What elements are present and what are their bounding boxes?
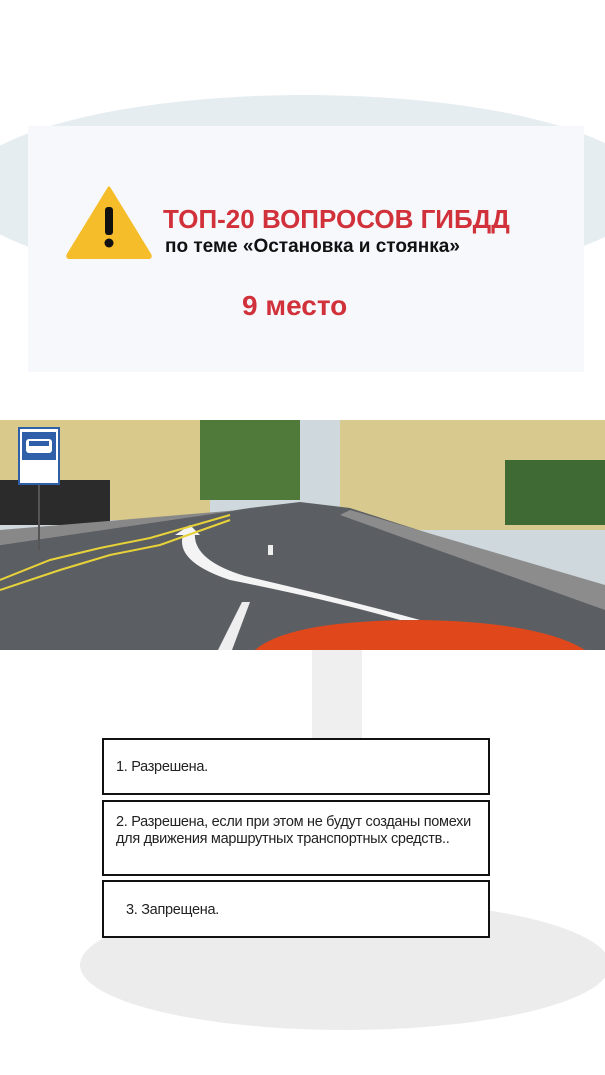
answer-option-1[interactable]	[102, 738, 490, 795]
watermark-shape	[312, 650, 362, 745]
page-subtitle: по теме «Остановка и стоянка»	[165, 236, 460, 257]
answer-label: 3. Запрещена.	[126, 902, 219, 918]
answer-option-2[interactable]	[102, 800, 490, 876]
rank-label: 9 место	[242, 290, 348, 321]
answer-label: 1. Разрешена.	[116, 759, 208, 775]
page-title: ТОП-20 ВОПРОСОВ ГИБДД	[163, 204, 510, 234]
warning-icon	[66, 185, 152, 259]
answer-label: 2. Разрешена, если при этом не будут созданы помехи для движения маршрутных транспортных средств..	[116, 814, 471, 847]
road-photo	[0, 420, 605, 650]
bus-stop-sign-icon	[19, 428, 59, 484]
answer-option-3[interactable]	[102, 880, 490, 938]
